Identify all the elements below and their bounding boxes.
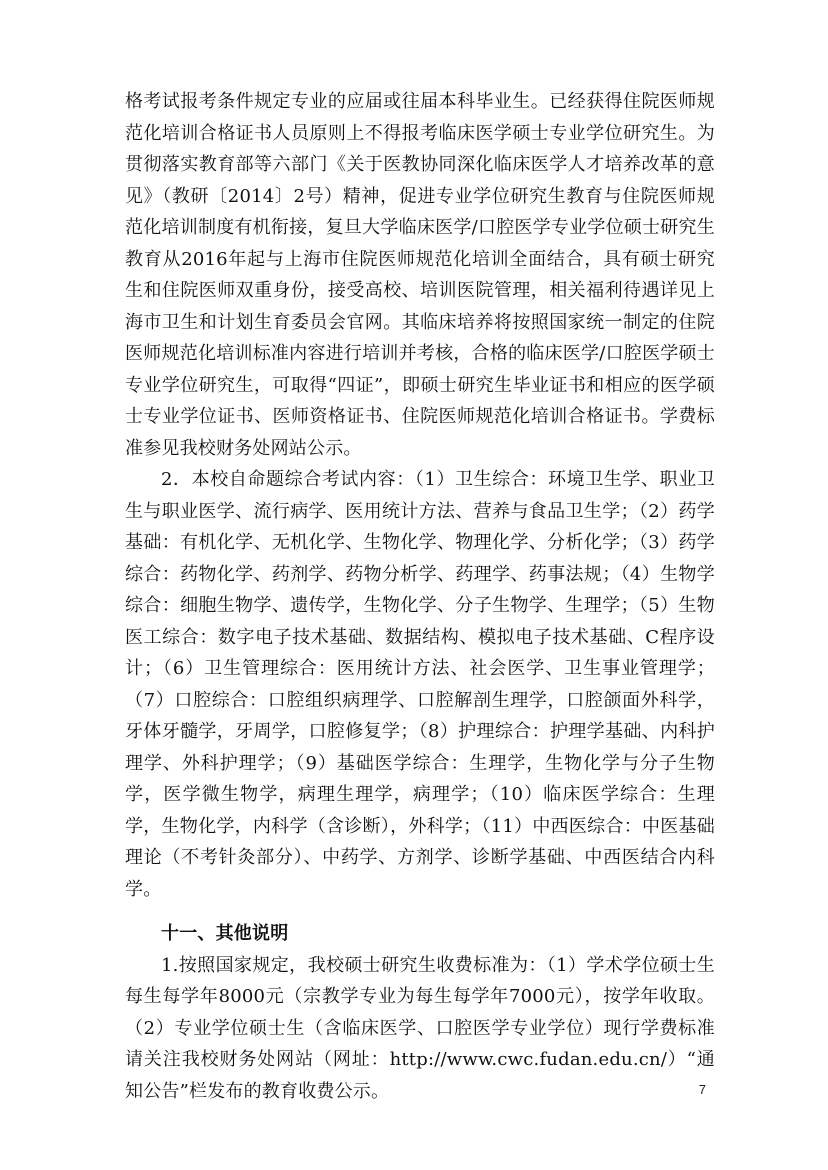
- page-number: 7: [698, 1082, 706, 1097]
- section-heading-other-notes: 十一、其他说明: [161, 923, 289, 944]
- paragraph-exam-contents: 2．本校自命题综合考试内容：（1）卫生综合：环境卫生学、职业卫生与职业医学、流行病学、医用统计方法、营养与食品卫生学；（2）药学基础：有机化学、无机化学、生物化学、物理化学、分析化学；（3）药学综合：药物化学、药剂学、药物分析学、药理学、药事法规；（4）生物学综合：细胞生物学、遗传学，生物化学、分子生物学、生理学；（5）生物医工综合：数字电子技术基础、数据结构、模拟电子技术基础、C程序设计；（6）卫生管理综合：医用统计方法、社会医学、卫生事业管理学；（7）口腔综合：口腔组织病理学、口腔解剖生理学，口腔颌面外科学，牙体牙髓学，牙周学，口腔修复学；（8）护理综合：护理学基础、内科护理学、外科护理学；（9）基础医学综合：生理学，生物化学与分子生物学，医学微生物学，病理生理学，病理学；（10）临床医学综合：生理学，生物化学，内科学（含诊断），外科学；（11）中西医综合：中医基础理论（不考针灸部分）、中药学、方剂学、诊断学基础、中西医结合内科学。: [125, 469, 715, 900]
- paragraph-tuition: 1.按照国家规定，我校硕士研究生收费标准为：（1）学术学位硕士生每生每学年8000元（宗教学专业为每生每学年7000元），按学年收取。（2）专业学位硕士生（含临床医学、口腔医学专业学位）现行学费标准请关注我校财务处网站（网址：http://www.cwc.fudan.edu.cn/）“通知公告”栏发布的教育收费公示。: [125, 954, 715, 1102]
- paragraph-continuation: 格考试报考条件规定专业的应届或往届本科毕业生。已经获得住院医师规范化培训合格证书人员原则上不得报考临床医学硕士专业学位研究生。为贯彻落实教育部等六部门《关于医教协同深化临床医学人才培养改革的意见》（教研〔2014〕2号）精神，促进专业学位研究生教育与住院医师规范化培训制度有机衔接，复旦大学临床医学/口腔医学专业学位硕士研究生教育从2016年起与上海市住院医师规范化培训全面结合，具有硕士研究生和住院医师双重身份，接受高校、培训医院管理，相关福利待遇详见上海市卫生和计划生育委员会官网。其临床培养将按照国家统一制定的住院医师规范化培训标准内容进行培训并考核，合格的临床医学/口腔医学硕士专业学位研究生，可取得“四证”，即硕士研究生毕业证书和相应的医学硕士专业学位证书、医师资格证书、住院医师规范化培训合格证书。学费标准参见我校财务处网站公示。: [125, 91, 715, 459]
- document-body: [125, 86, 715, 1107]
